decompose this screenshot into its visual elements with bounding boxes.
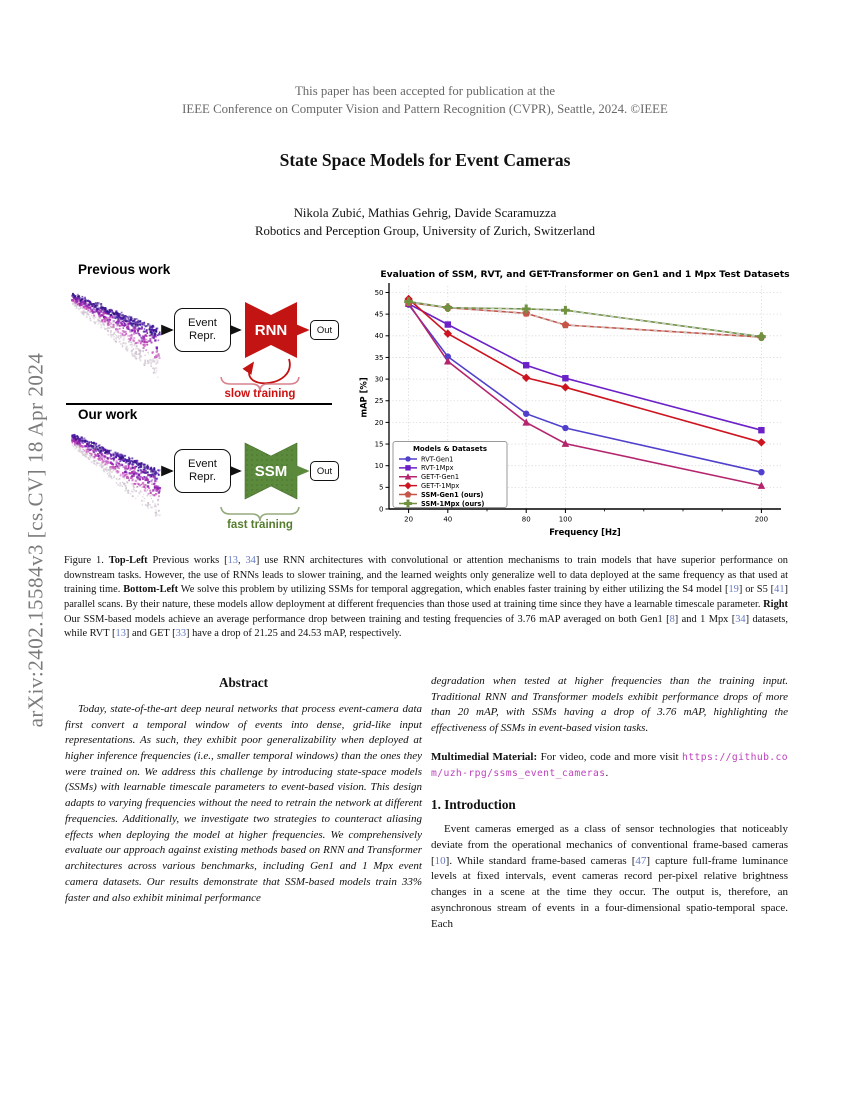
- our-work-heading: Our work: [78, 407, 138, 422]
- ssm-label: SSM: [254, 463, 288, 480]
- figure-panel-our-work: [65, 407, 335, 547]
- svg-text:Models & Datasets: Models & Datasets: [412, 444, 488, 453]
- event-repr-box: Event Repr.: [174, 308, 231, 352]
- event-cloud-image: [71, 434, 161, 517]
- event-cloud-image: [71, 293, 161, 378]
- author-list: Nikola Zubić, Mathias Gehrig, Davide Scaramuzza: [293, 206, 557, 220]
- rnn-block: [245, 302, 297, 358]
- rnn-recurrence-loop-icon: [249, 359, 290, 383]
- acceptance-note-line2: IEEE Conference on Computer Vision and Pattern Recognition (CVPR), Seattle, 2024. ©IEEE: [182, 102, 668, 116]
- svg-text:40: 40: [374, 332, 384, 341]
- abstract-heading: Abstract: [218, 675, 269, 690]
- introduction-heading: 1. Introduction: [431, 797, 516, 813]
- svg-text:25: 25: [374, 397, 384, 406]
- svg-text:5: 5: [379, 483, 384, 492]
- svg-text:30: 30: [374, 375, 384, 384]
- abstract-continuation: degradation when tested at higher frequencies than the training input. Traditional RNN and Transformer models exhibit performance drops of more than 20 mAP, with SSMs having a drop of 3.76 mAP, highlighting the effectiveness of SSMs in event-based vision tasks.: [431, 675, 788, 735]
- svg-text:40: 40: [443, 515, 453, 524]
- svg-text:Evaluation of SSM, RVT, and GE: Evaluation of SSM, RVT, and GET-Transformer on Gen1 and 1 Mpx Test Datasets: [380, 269, 790, 280]
- left-column: [65, 674, 422, 906]
- svg-text:100: 100: [558, 515, 573, 524]
- previous-work-heading: Previous work: [78, 262, 171, 277]
- out-box: Out: [310, 320, 339, 340]
- figure-panel-previous-work: [65, 262, 335, 404]
- introduction-paragraph: Event cameras emerged as a class of sensor technologies that noticeably deviate from the operational mechanics of conventional frame-based cameras [10]. While standard frame-based cameras [47] capture full-frame luminance levels at fixed intervals, event cameras record per-pixel relative brightness changes in a scene at the time they occur. The output is, therefore, an asynchronous stream of events in a four-dimensional spatio-temporal space. Each: [431, 823, 789, 930]
- svg-text:45: 45: [374, 310, 384, 319]
- multimedia-material-paragraph[interactable]: Multimedial Material: For video, code and more visit https://github.com/uzh-rpg/ssms_event_cameras.: [431, 750, 788, 779]
- svg-text:20: 20: [404, 515, 414, 524]
- svg-text:50: 50: [374, 288, 384, 297]
- arxiv-stamp: arXiv:2402.15584v3 [cs.CV] 18 Apr 2024: [23, 352, 48, 728]
- svg-text:GET-T-1Mpx: GET-T-1Mpx: [421, 481, 460, 490]
- svg-text:200: 200: [754, 515, 769, 524]
- svg-text:10: 10: [374, 462, 384, 471]
- svg-text:GET-T-Gen1: GET-T-Gen1: [421, 473, 460, 482]
- slow-training-note: slow training: [224, 388, 296, 400]
- figure-caption: Figure 1. Top-Left Previous works [13, 34] use RNN architectures with convolutional or attention mechanisms to train models that have superior performance on downstream tasks. However, the use of RNNs leads to slower training, and the learned weights only generalize well to data deployed at the same frequency as that used at training time. Bottom-Left We solve this problem by utilizing SSMs for temporal aggregation, which enables faster training by either utilizing the S4 model [19] or S5 [41] parallel scans. By their nature, these models allow deployment at different frequencies than those used at training time since they have a learnable timescale parameter. Right Our SSM-based models achieve an average performance drop between training and testing frequencies of 3.76 mAP averaged on both Gen1 [8] and 1 Mpx [34] datasets, while RVT [13] and GET [33] have a drop of 21.25 and 24.53 mAP, respectively.: [64, 555, 788, 640]
- panel-divider: [66, 403, 332, 405]
- svg-text:RVT-Gen1: RVT-Gen1: [421, 455, 454, 464]
- ssm-block: [245, 443, 297, 499]
- rnn-label: RNN: [254, 322, 288, 339]
- out-box: Out: [310, 461, 339, 481]
- svg-text:SSM-1Mpx (ours): SSM-1Mpx (ours): [421, 499, 485, 508]
- event-repr-box: Event Repr.: [174, 449, 231, 493]
- right-column: [431, 674, 788, 932]
- svg-text:Frequency [Hz]: Frequency [Hz]: [549, 527, 621, 537]
- fast-training-note: fast training: [227, 519, 293, 531]
- svg-text:SSM-Gen1 (ours): SSM-Gen1 (ours): [421, 490, 484, 499]
- abstract-body: Today, state-of-the-art deep neural networks that process event-camera data first convert a temporal window of events into dense, grid-like input representations. As such, they exhibit poor generalizability when deployed at higher inference frequencies (i.e., smaller temporal windows) than the ones they were trained on. We address this challenge by introducing state-space models (SSMs) with learnable timescale parameters to event-based vision. This design adapts to varying frequencies without the need to retrain the network at different frequencies. Additionally, we investigate two strategies to counteract aliasing effects when deploying the model at higher frequencies. We comprehensively evaluate our approach against existing methods based on RNN and Transformer architectures across various benchmarks, including Gen1 and 1 Mpx event camera datasets. Our results demonstrate that SSM-based models train 33% faster and also exhibit minimal performance: [65, 702, 422, 904]
- acceptance-note-line1: This paper has been accepted for publication at the: [294, 84, 556, 98]
- svg-text:35: 35: [374, 353, 384, 362]
- svg-text:20: 20: [374, 418, 384, 427]
- line-chart: [357, 266, 791, 544]
- svg-text:0: 0: [379, 505, 384, 514]
- evaluation-chart: [357, 266, 791, 544]
- affiliation: Robotics and Perception Group, University of Zurich, Switzerland: [254, 224, 596, 238]
- page-title: State Space Models for Event Cameras: [279, 150, 571, 170]
- svg-text:15: 15: [374, 440, 384, 449]
- svg-text:80: 80: [521, 515, 531, 524]
- svg-text:mAP [%]: mAP [%]: [358, 377, 369, 418]
- svg-text:RVT-1Mpx: RVT-1Mpx: [421, 464, 454, 473]
